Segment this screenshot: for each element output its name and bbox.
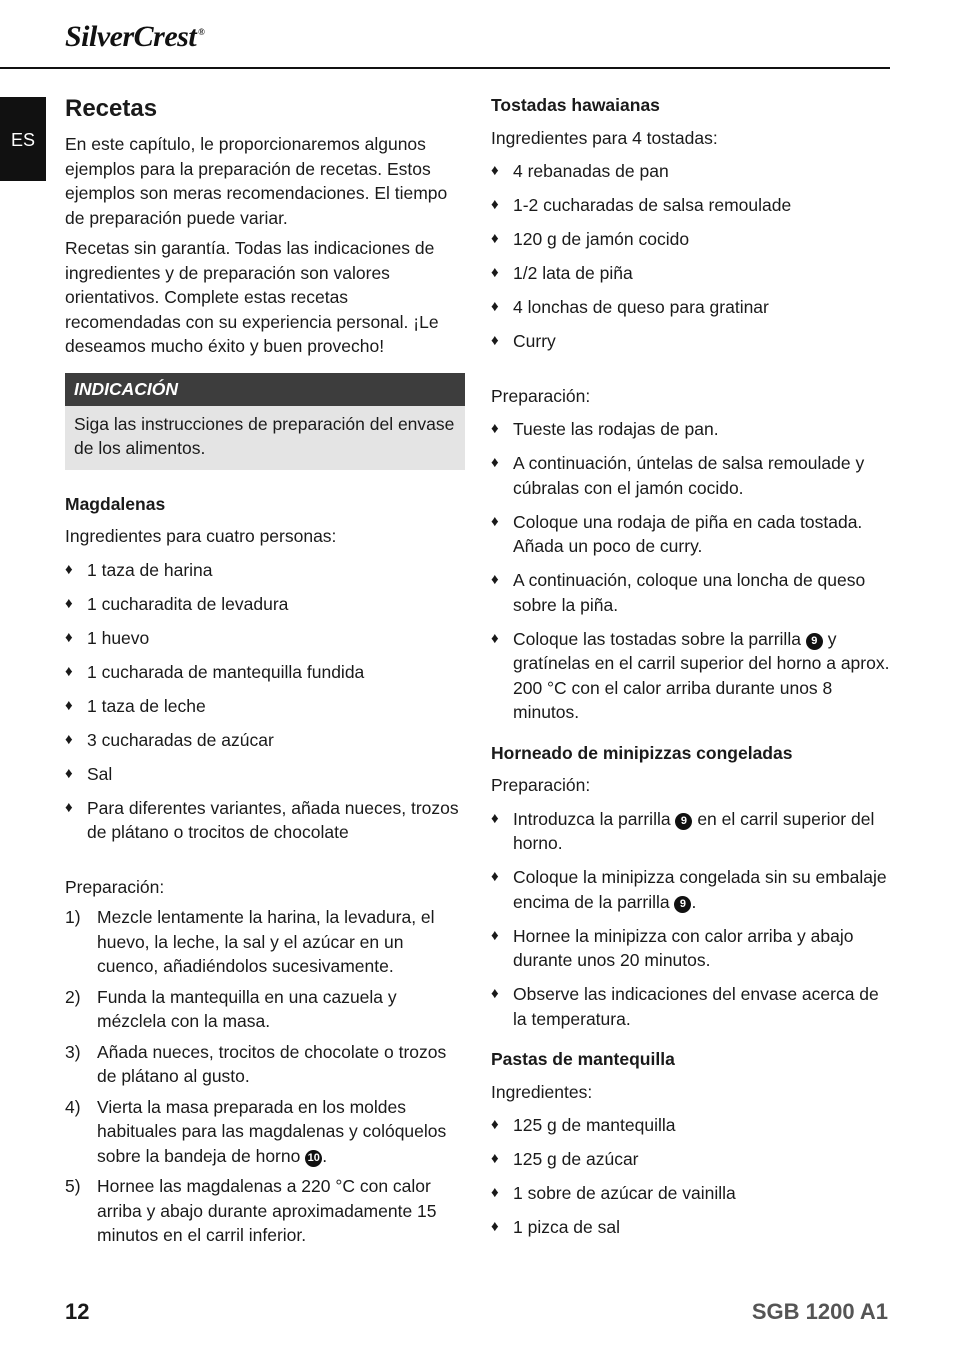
- diamond-bullet-icon: ♦: [65, 798, 73, 816]
- part-number-badge: 10: [305, 1150, 322, 1167]
- diamond-bullet-icon: ♦: [491, 298, 499, 315]
- tostadas-ingredients: [491, 159, 891, 354]
- diamond-bullet-icon: ♦: [491, 454, 499, 471]
- list-item: ♦ 1 taza de leche: [65, 694, 465, 719]
- diamond-bullet-icon: ♦: [65, 696, 73, 714]
- tostadas-intro: Ingredientes para 4 tostadas:: [491, 127, 718, 148]
- diamond-bullet-icon: ♦: [491, 1184, 499, 1201]
- diamond-bullet-icon: ♦: [491, 1150, 499, 1167]
- list-item: ♦ 1 cucharadita de levadura: [65, 592, 465, 617]
- magdalenas-steps: [65, 905, 465, 1248]
- diamond-bullet-icon: ♦: [65, 730, 73, 748]
- pastas-intro: Ingredientes:: [491, 1081, 593, 1102]
- part-number-badge: 9: [806, 633, 823, 650]
- right-column: [491, 92, 891, 1240]
- list-item: ♦ 1 taza de harina: [65, 558, 465, 583]
- diamond-bullet-icon: ♦: [491, 332, 499, 349]
- note-title: INDICACIÓN: [65, 373, 465, 406]
- list-item: ♦ Observe las indicaciones del envase acerca de la temperatura.: [491, 984, 879, 1029]
- diamond-bullet-icon: ♦: [491, 264, 499, 281]
- magdalenas-prep-label: Preparación:: [65, 876, 165, 897]
- note-text: Siga las instrucciones de preparación del envase de los alimentos.: [65, 406, 465, 470]
- page-title: Recetas: [65, 95, 158, 122]
- list-item: 5) Hornee las magdalenas a 220 °C con calor arriba y abajo durante aproximadamente 15 minutos en el carril inferior.: [65, 1176, 437, 1245]
- part-number-badge: 9: [675, 813, 692, 830]
- magdalenas-intro: Ingredientes para cuatro personas:: [65, 526, 337, 546]
- list-item: 4) Vierta la masa preparada en los moldes habituales para las magdalenas y colóquelos sobre la bandeja de horno 10 .: [65, 1096, 447, 1166]
- list-item: ♦ 125 g de azúcar: [491, 1147, 891, 1172]
- list-item: ♦ Coloque una rodaja de piña en cada tostada. Añada un poco de curry.: [491, 511, 863, 556]
- diamond-bullet-icon: ♦: [491, 1116, 499, 1133]
- diamond-bullet-icon: ♦: [491, 629, 499, 647]
- tostadas-prep-label: Preparación:: [491, 385, 591, 406]
- diamond-bullet-icon: ♦: [491, 926, 499, 944]
- pastas-ingredients: [491, 1113, 891, 1240]
- list-item: ♦ A continuación, úntelas de salsa remoulade y cúbralas con el jamón cocido.: [491, 453, 865, 498]
- header-rule: [0, 67, 890, 69]
- magdalenas-ingredients: [65, 558, 465, 845]
- list-item: ♦ 1 pizca de sal: [491, 1215, 891, 1240]
- diamond-bullet-icon: ♦: [491, 571, 499, 588]
- list-item: ♦ Coloque la minipizza congelada sin su embalaje encima de la parrilla 9 .: [491, 867, 887, 912]
- page-number: 12: [65, 1299, 90, 1324]
- pastas-title: Pastas de mantequilla: [491, 1049, 675, 1069]
- left-column: [65, 92, 465, 1248]
- list-item: ♦ Curry: [491, 329, 891, 354]
- diamond-bullet-icon: ♦: [65, 594, 73, 612]
- diamond-bullet-icon: ♦: [65, 560, 73, 578]
- minipizzas-prep-label: Preparación:: [491, 775, 591, 795]
- tostadas-steps: [491, 417, 891, 725]
- diamond-bullet-icon: ♦: [65, 662, 73, 680]
- diamond-bullet-icon: ♦: [491, 420, 499, 437]
- note-box: [65, 373, 465, 470]
- part-number-badge: 9: [674, 896, 691, 913]
- diamond-bullet-icon: ♦: [491, 868, 499, 885]
- diamond-bullet-icon: ♦: [65, 628, 73, 646]
- list-item: 1) Mezcle lentamente la harina, la levadura, el huevo, la leche, la sal y el azúcar en un cuenco, añadiéndolos sucesivamente.: [65, 907, 435, 976]
- diamond-bullet-icon: ♦: [491, 985, 499, 1002]
- list-item: ♦ Hornee la minipizza con calor arriba y abajo durante unos 20 minutos.: [491, 925, 854, 970]
- list-item: ♦ A continuación, coloque una loncha de queso sobre la piña.: [491, 570, 866, 615]
- intro-paragraph-2: Recetas sin garantía. Todas las indicaciones de ingredientes y de preparación son valores orientativos. Complete estas recetas recomendadas con su experiencia personal. ¡Le deseamos mucho éxito y buen provecho!: [65, 238, 439, 356]
- list-item: ♦ Sal: [65, 762, 465, 787]
- list-item: ♦ 125 g de mantequilla: [491, 1113, 891, 1138]
- list-item: ♦ Introduzca la parrilla 9 en el carril superior del horno.: [491, 808, 875, 853]
- brand-logo: SilverCrest ®: [65, 20, 205, 53]
- diamond-bullet-icon: ♦: [491, 196, 499, 213]
- minipizzas-title: Horneado de minipizzas congeladas: [491, 742, 793, 763]
- intro-paragraph-1: En este capítulo, le proporcionaremos algunos ejemplos para la preparación de recetas. Estos ejemplos son meras recomendaciones. El tiempo de preparación puede variar.: [65, 134, 448, 228]
- tostadas-title: Tostadas hawaianas: [491, 95, 660, 115]
- list-item: ♦ Coloque las tostadas sobre la parrilla 9 y gratínelas en el carril superior del horno a aprox. 200 °C con el calor arriba durante unos 8 minutos.: [491, 628, 890, 722]
- list-item: ♦ 120 g de jamón cocido: [491, 227, 891, 252]
- list-item: 2) Funda la mantequilla en una cazuela y mézclela con la masa.: [65, 986, 397, 1031]
- diamond-bullet-icon: ♦: [65, 764, 73, 782]
- diamond-bullet-icon: ♦: [491, 162, 499, 179]
- diamond-bullet-icon: ♦: [491, 809, 499, 827]
- diamond-bullet-icon: ♦: [491, 230, 499, 247]
- model-number: SGB 1200 A1: [751, 1299, 888, 1324]
- list-item: ♦ 1 sobre de azúcar de vainilla: [491, 1181, 891, 1206]
- list-item: ♦ 1 huevo: [65, 626, 465, 651]
- diamond-bullet-icon: ♦: [491, 1218, 499, 1235]
- list-item: ♦ 4 lonchas de queso para gratinar: [491, 295, 891, 320]
- language-tab: ES: [0, 97, 46, 181]
- list-item: ♦ 4 rebanadas de pan: [491, 159, 891, 184]
- list-item: ♦ Para diferentes variantes, añada nueces, trozos de plátano o trocitos de chocolate: [65, 797, 459, 842]
- list-item: ♦ 3 cucharadas de azúcar: [65, 728, 465, 753]
- magdalenas-title: Magdalenas: [65, 493, 166, 514]
- diamond-bullet-icon: ♦: [491, 512, 499, 530]
- list-item: ♦ 1-2 cucharadas de salsa remoulade: [491, 193, 891, 218]
- minipizzas-steps: [491, 807, 891, 1032]
- list-item: 3) Añada nueces, trocitos de chocolate o trozos de plátano al gusto.: [65, 1041, 447, 1086]
- list-item: ♦ 1/2 lata de piña: [491, 261, 891, 286]
- list-item: ♦ 1 cucharada de mantequilla fundida: [65, 660, 465, 685]
- list-item: ♦ Tueste las rodajas de pan.: [491, 417, 891, 442]
